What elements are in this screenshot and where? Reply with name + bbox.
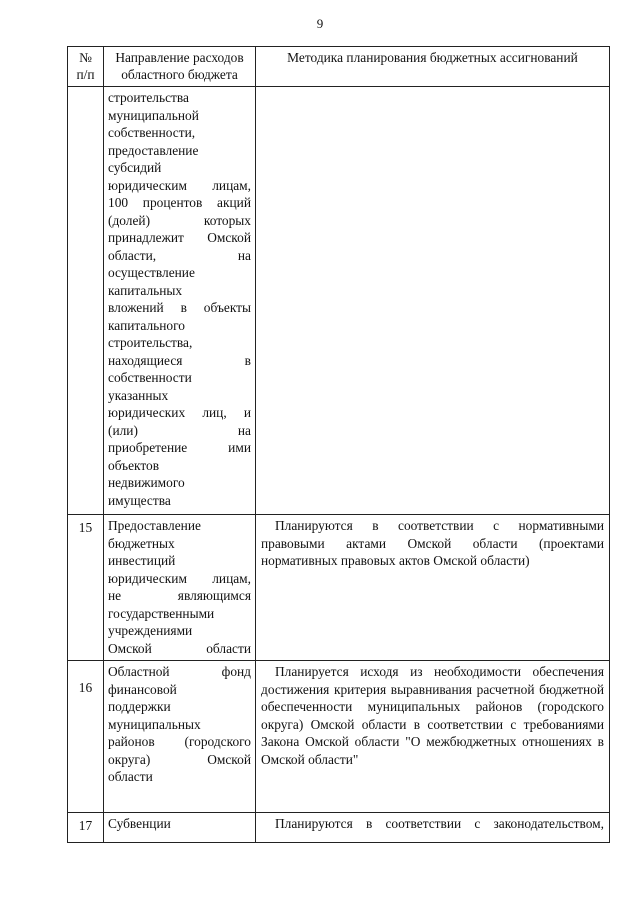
direction-line: принадлежит Омской [108, 230, 251, 245]
row-number: 17 [68, 813, 104, 843]
direction-line: муниципальной [108, 107, 199, 123]
row-direction [104, 87, 256, 515]
row-method [256, 87, 610, 515]
direction-line: строительства, [108, 335, 193, 350]
direction-line: (долей) которых [108, 212, 251, 228]
direction-line: субсидий [108, 160, 162, 175]
row-direction [104, 661, 256, 813]
table-row [68, 87, 610, 515]
row-number [68, 87, 104, 515]
direction-line: капитального [108, 317, 185, 333]
direction-line: находящиеся в [108, 352, 251, 368]
row-number: 16 [68, 661, 104, 813]
direction-line: не являющимся [108, 588, 251, 603]
header-direction: Направление расходов областного бюджета [104, 47, 256, 87]
direction-line: инвестиций [108, 553, 176, 568]
direction-line: бюджетных [108, 535, 175, 551]
direction-line: строительства [108, 90, 189, 105]
direction-line: объектов [108, 457, 160, 473]
direction-line: районов (городского [108, 734, 251, 749]
direction-line: собственности, [108, 125, 196, 140]
direction-line: юридических лиц, и [108, 405, 251, 420]
page-number: 9 [316, 16, 324, 31]
table-row [68, 661, 610, 813]
direction-line: предоставление [108, 142, 199, 158]
direction-line: поддержки [108, 699, 171, 714]
row-direction [104, 813, 256, 843]
table-row [68, 813, 610, 843]
row-number: 15 [68, 515, 104, 661]
direction-line: имущества [108, 492, 171, 508]
table-row [68, 515, 610, 661]
direction-line: капитальных [108, 282, 183, 298]
row-method: Планируются в соответствии с законодательством, [256, 813, 610, 843]
header-number-line: п/п [76, 67, 95, 82]
direction-line: недвижимого [108, 475, 185, 490]
table-header-row [68, 47, 610, 87]
direction-line: собственности [108, 370, 192, 385]
direction-line: (или) на [108, 422, 251, 438]
direction-line: Субвенции [108, 816, 171, 831]
direction-line: юридическим лицам, [108, 570, 251, 586]
header-number-line: № [79, 50, 92, 65]
direction-line: области [108, 769, 153, 784]
direction-line: Омской области [108, 640, 251, 656]
direction-line: вложений в объекты [108, 300, 251, 315]
direction-line: указанных [108, 387, 169, 403]
direction-line: финансовой [108, 681, 177, 697]
direction-line: юридическим лицам, [108, 177, 251, 193]
direction-line: учреждениями [108, 623, 193, 638]
header-method: Методика планирования бюджетных ассигнований [256, 47, 610, 87]
budget-methodology-table [67, 46, 610, 843]
direction-line: осуществление [108, 265, 195, 280]
direction-line: Областной фонд [108, 664, 251, 679]
direction-line: приобретение ими [108, 440, 251, 455]
row-method: Планируются в соответствии с нормативными правовыми актами Омской области (проектами нормативных правовых актов Омской области) [256, 515, 610, 661]
direction-line: округа) Омской [108, 751, 251, 767]
direction-line: государственными [108, 605, 215, 621]
direction-line: Предоставление [108, 518, 201, 533]
direction-line: 100 процентов акций [108, 195, 251, 210]
row-direction [104, 515, 256, 661]
header-number [68, 47, 104, 87]
row-method: Планируется исходя из необходимости обеспечения достижения критерия выравнивания расчетной бюджетной обеспеченности муниципальных районов (городского округа) Омской области в соответствии с требованиями Закона Омской области "О межбюджетных отношениях в Омской области" [256, 661, 610, 813]
direction-line: муниципальных [108, 716, 201, 732]
direction-line: области, на [108, 247, 251, 263]
